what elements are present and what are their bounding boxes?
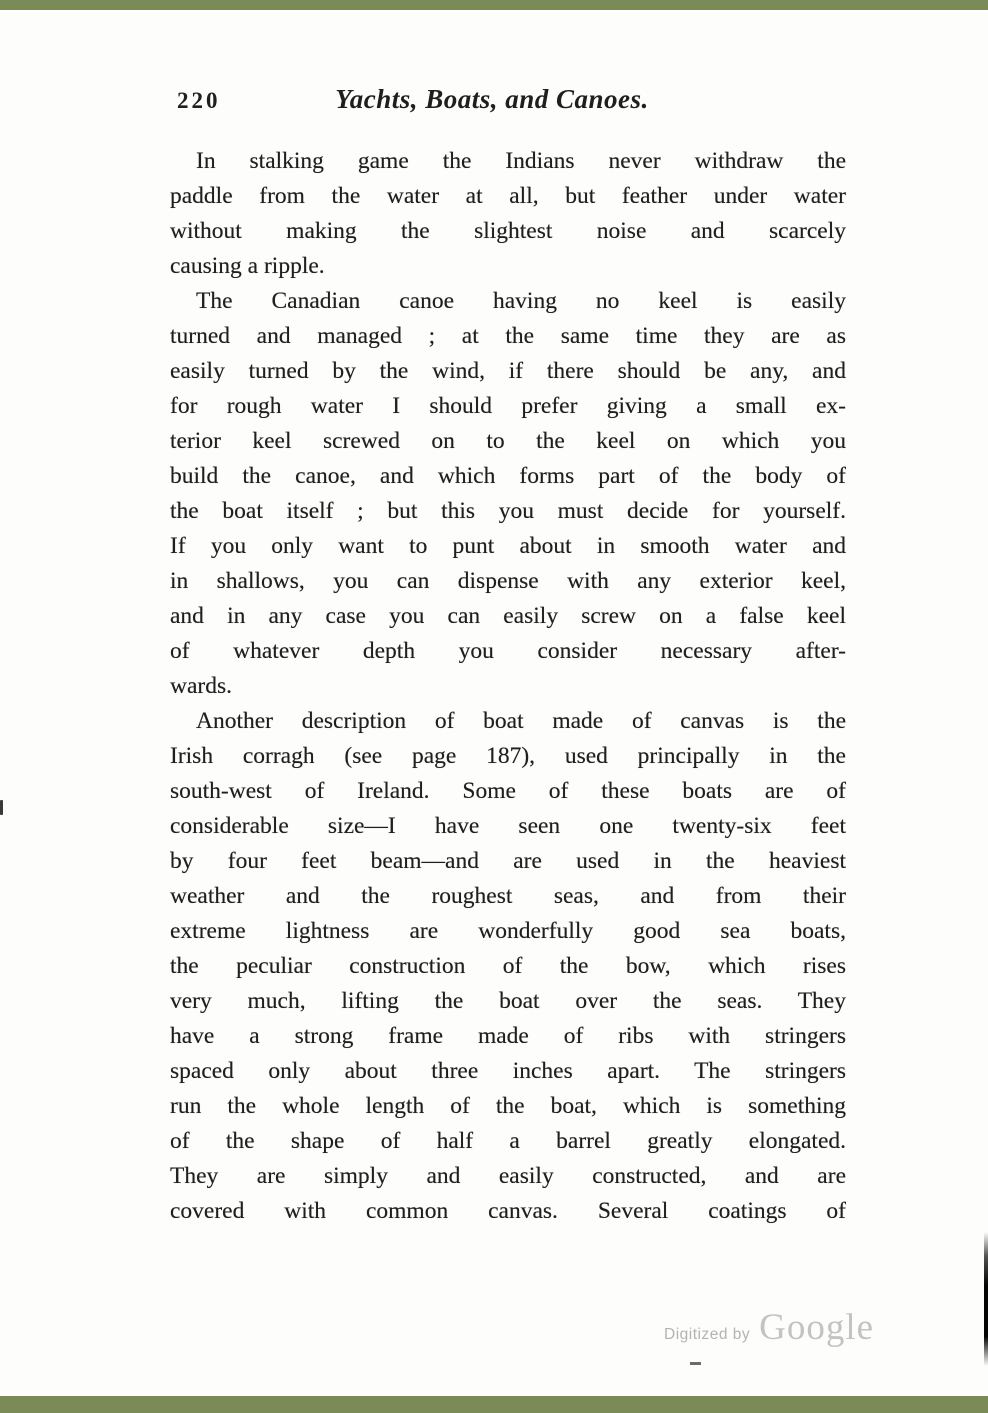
google-logo: Google [759, 1307, 875, 1348]
text-line: have a strong frame made of ribs with stringers [170, 1023, 846, 1049]
text-line: terior keel screwed on to the keel on which you [170, 428, 846, 454]
text-line: weather and the roughest seas, and from their [170, 883, 846, 909]
text-line: spaced only about three inches apart. The stringers [170, 1058, 846, 1084]
digitized-by-google-watermark [664, 1306, 874, 1349]
text-line: considerable size—I have seen one twenty-six feet [170, 813, 846, 839]
text-line: south-west of Ireland. Some of these boats are of [170, 778, 846, 804]
text-line: of whatever depth you consider necessary after- [170, 638, 846, 664]
text-line: causing a ripple. [170, 253, 325, 279]
text-line: turned and managed ; at the same time they are as [170, 323, 846, 349]
text-line: in shallows, you can dispense with any exterior keel, [170, 568, 846, 594]
page-header [0, 84, 988, 118]
text-line: by four feet beam—and are used in the heaviest [170, 848, 846, 874]
paragraph [170, 284, 846, 704]
text-block [170, 144, 846, 1229]
scan-edge-bottom [0, 1396, 988, 1413]
running-title: Yachts, Boats, and Canoes. [335, 84, 649, 114]
paragraph [170, 144, 846, 284]
text-line: covered with common canvas. Several coatings of [170, 1198, 846, 1224]
text-line: for rough water I should prefer giving a small ex- [170, 393, 846, 419]
scan-edge-top [0, 0, 988, 10]
text-line: Another description of boat made of canvas is the [196, 708, 846, 734]
text-line: easily turned by the wind, if there should be any, and [170, 358, 846, 384]
text-line: and in any case you can easily screw on a false keel [170, 603, 846, 629]
left-edge-scan-mark [0, 800, 3, 815]
watermark-dash-mark [690, 1362, 701, 1365]
page-number: 220 [177, 88, 221, 113]
text-line: build the canoe, and which forms part of the body of [170, 463, 846, 489]
text-line: run the whole length of the boat, which is something [170, 1093, 846, 1119]
text-line: wards. [170, 673, 232, 699]
text-line: without making the slightest noise and scarcely [170, 218, 846, 244]
text-line: paddle from the water at all, but feather under water [170, 183, 846, 209]
text-line: Irish corragh (see page 187), used principally in the [170, 743, 846, 769]
text-line: If you only want to punt about in smooth water and [170, 533, 846, 559]
right-edge-scan-line [984, 1232, 988, 1366]
text-line: of the shape of half a barrel greatly elongated. [170, 1128, 846, 1154]
watermark-prefix: Digitized by [664, 1326, 751, 1343]
text-line: In stalking game the Indians never withdraw the [196, 148, 846, 174]
text-line: the boat itself ; but this you must decide for yourself. [170, 498, 846, 524]
text-line: extreme lightness are wonderfully good sea boats, [170, 918, 846, 944]
text-line: The Canadian canoe having no keel is easily [196, 288, 846, 314]
text-line: They are simply and easily constructed, and are [170, 1163, 846, 1189]
paragraph [170, 704, 846, 1229]
text-line: very much, lifting the boat over the seas. They [170, 988, 846, 1014]
text-line: the peculiar construction of the bow, which rises [170, 953, 846, 979]
